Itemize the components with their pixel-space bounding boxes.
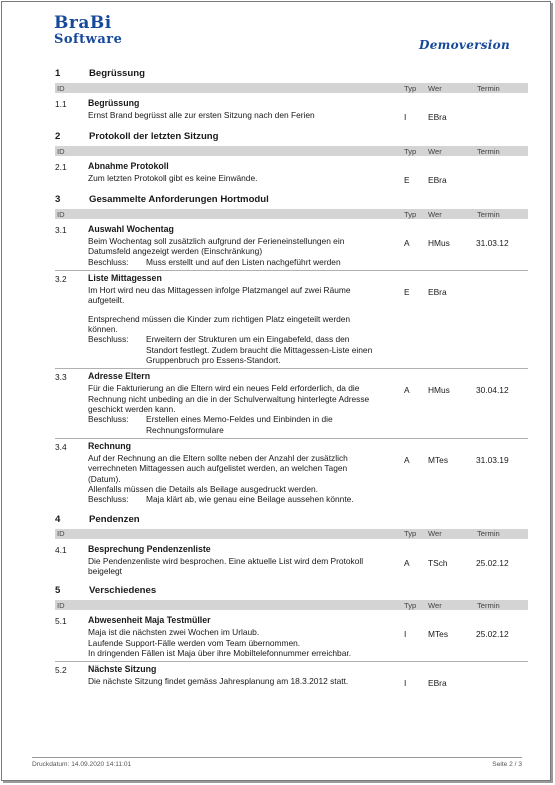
item-wer: EBra — [428, 175, 447, 185]
beschluss-text — [146, 494, 404, 504]
section-heading — [55, 190, 528, 209]
item-beschluss — [88, 257, 404, 267]
item-text-line: beigelegt — [88, 565, 122, 576]
item-text-line: Die Pendenzenliste wird besprochen. Eine aktuelle List wird dem Protokoll — [88, 555, 364, 566]
item-termin: 30.04.12 — [476, 385, 509, 396]
beschluss-label: Beschluss: — [88, 414, 129, 425]
item-body — [88, 161, 404, 185]
item-wer: EBra — [428, 112, 447, 122]
section-number: 2 — [55, 131, 61, 142]
item-title: Besprechung Pendenzenliste — [88, 543, 211, 554]
item-wer: MTes — [428, 629, 449, 640]
page-footer — [32, 757, 522, 768]
item-body — [88, 544, 404, 577]
item-typ: A — [404, 454, 410, 465]
logo-text-bottom: Software — [54, 32, 123, 47]
beschluss-text — [146, 414, 404, 435]
column-header-typ: Typ — [404, 209, 417, 219]
beschluss-text — [146, 257, 404, 267]
item-text-line: Laufende Support-Fälle werden vom Team übernommen. — [88, 637, 301, 648]
item-typ: I — [404, 629, 407, 640]
item-typ: A — [404, 557, 410, 568]
logo-text-top: BraBi — [54, 13, 112, 33]
item-text-line: Für die Fakturierung an die Eltern wird ein neues Feld erforderlich, da die — [88, 383, 360, 394]
agenda-item — [55, 271, 528, 369]
section-title: Begrüssung — [89, 68, 145, 79]
column-header-id: ID — [57, 529, 65, 539]
section-number: 1 — [55, 68, 61, 79]
agenda-item — [55, 662, 528, 691]
item-text-line: In dringenden Fällen ist Maja über ihre Mobiltelefonnummer erreichbar. — [88, 647, 352, 658]
item-body — [88, 664, 404, 688]
item-termin — [476, 273, 528, 365]
item-title: Begrüssung — [88, 98, 140, 108]
beschluss-line: Gruppenbruch pro Essens-Standort. — [146, 354, 281, 365]
item-number: 2.1 — [55, 162, 67, 172]
item-text-line: Rechnung nicht unbeding an die in der Schulverwaltung hinterlegte Adresse — [88, 393, 370, 404]
page-number: Seite 2 / 3 — [492, 761, 522, 768]
item-text — [88, 383, 404, 414]
column-header-bar — [55, 529, 528, 539]
section-title: Gesammelte Anforderungen Hortmodul — [89, 194, 269, 205]
column-header-termin: Termin — [477, 209, 500, 219]
item-typ: E — [404, 286, 410, 297]
beschluss-label: Beschluss: — [88, 256, 129, 267]
item-text-line: Die nächste Sitzung findet gemäss Jahresplanung am 18.3.2012 statt. — [88, 676, 349, 687]
agenda-item — [55, 159, 528, 188]
item-text-line: Ernst Brand begrüsst alle zur ersten Sitzung nach den Ferien — [88, 110, 315, 120]
column-header-wer: Wer — [428, 529, 442, 539]
item-text — [88, 453, 404, 494]
column-header-typ: Typ — [404, 83, 417, 93]
beschluss-line: Muss erstellt und auf den Listen nachgeführt werden — [146, 256, 341, 267]
item-text-line: Datumsfeld angezeigt werden (Einschränkung) — [88, 246, 263, 257]
item-text — [88, 676, 404, 686]
agenda-item — [55, 222, 528, 271]
document-page — [1, 1, 551, 781]
item-title: Nächste Sitzung — [88, 664, 157, 675]
item-typ: E — [404, 175, 410, 185]
column-header-termin: Termin — [477, 146, 500, 156]
column-header-wer: Wer — [428, 209, 442, 219]
beschluss-line: Maja klärt ab, wie genau eine Beilage aussehen könnte. — [146, 494, 354, 505]
item-text — [88, 627, 404, 658]
agenda-section — [55, 581, 528, 691]
item-beschluss — [88, 494, 404, 504]
item-text-line: Im Hort wird neu das Mittagessen infolge Platzmangel auf zwei Räume — [88, 284, 351, 295]
item-body — [88, 441, 404, 505]
item-number: 3.4 — [55, 441, 67, 452]
item-termin: 31.03.19 — [476, 454, 509, 465]
item-text — [88, 110, 404, 120]
agenda-item — [55, 439, 528, 508]
beschluss-text — [146, 334, 404, 365]
column-header-wer: Wer — [428, 600, 442, 610]
item-title: Rechnung — [88, 440, 132, 451]
item-text-line: Beim Wochentag soll zusätzlich aufgrund der Ferieneinstellungen ein — [88, 236, 345, 246]
item-title: Abwesenheit Maja Testmüller — [88, 615, 211, 626]
item-title: Abnahme Protokoll — [88, 161, 169, 171]
column-header-bar — [55, 83, 528, 93]
beschluss-label: Beschluss: — [88, 334, 129, 345]
item-wer: EBra — [428, 678, 447, 689]
beschluss-label: Beschluss: — [88, 494, 129, 505]
brabi-logo — [54, 15, 122, 46]
item-body — [88, 224, 404, 267]
print-date: Druckdatum: 14.09.2020 14:11:01 — [32, 761, 132, 768]
item-body — [88, 371, 404, 435]
item-beschluss — [88, 334, 404, 365]
section-heading — [55, 510, 528, 529]
item-typ: I — [404, 112, 407, 122]
item-text — [88, 236, 404, 257]
item-title: Adresse Eltern — [88, 371, 151, 382]
column-header-typ: Typ — [404, 529, 417, 539]
item-wer: HMus — [428, 238, 450, 248]
item-title: Auswahl Wochentag — [88, 224, 174, 234]
section-heading — [55, 581, 528, 600]
beschluss-line: Standort festlegt. Zudem braucht die Mittagessen-Liste einen — [146, 344, 373, 355]
item-text-line: geschickt werden kann. — [88, 403, 176, 414]
item-number: 3.1 — [55, 225, 67, 235]
column-header-id: ID — [57, 600, 65, 610]
column-header-bar — [55, 146, 528, 156]
item-number: 3.3 — [55, 372, 67, 383]
section-number: 4 — [55, 513, 61, 525]
item-text-line: Allenfalls müssen die Details als Beilage ausgedruckt werden. — [88, 483, 318, 494]
item-number: 5.1 — [55, 616, 67, 627]
column-header-id: ID — [57, 209, 65, 219]
paragraph-gap — [88, 306, 404, 314]
column-header-termin: Termin — [477, 529, 500, 539]
agenda-section — [55, 190, 528, 508]
item-typ: A — [404, 238, 410, 248]
column-header-typ: Typ — [404, 600, 417, 610]
agenda-item — [55, 542, 528, 580]
section-heading — [55, 64, 528, 83]
item-text — [88, 173, 404, 183]
item-text-line: Auf der Rechnung an die Eltern sollte neben der Anzahl der zusätzlich — [88, 452, 348, 463]
column-header-termin: Termin — [477, 600, 500, 610]
beschluss-line: Erstellen eines Memo-Feldes und Einbinden in die — [146, 414, 333, 425]
item-wer: MTes — [428, 454, 449, 465]
beschluss-line: Rechnungsformulare — [146, 424, 224, 435]
item-beschluss — [88, 414, 404, 435]
item-termin: 25.02.12 — [476, 629, 509, 640]
section-number: 3 — [55, 194, 61, 205]
item-body — [88, 98, 404, 122]
item-number: 5.2 — [55, 665, 67, 676]
column-header-wer: Wer — [428, 83, 442, 93]
item-title: Liste Mittagessen — [88, 272, 162, 283]
item-number: 1.1 — [55, 99, 67, 109]
item-text-line: Zum letzten Protokoll gibt es keine Einwände. — [88, 173, 258, 183]
section-title: Pendenzen — [89, 513, 140, 525]
item-text-line: Maja ist die nächsten zwei Wochen im Urlaub. — [88, 627, 260, 638]
item-termin — [476, 664, 528, 688]
column-header-bar — [55, 600, 528, 610]
agenda-section — [55, 127, 528, 188]
column-header-wer: Wer — [428, 146, 442, 156]
agenda-item — [55, 96, 528, 125]
column-header-id: ID — [57, 146, 65, 156]
item-text-line: Entsprechend müssen die Kinder zum richtigen Platz eingeteilt werden — [88, 313, 351, 324]
agenda-section — [55, 510, 528, 580]
section-number: 5 — [55, 585, 61, 597]
item-text — [88, 556, 404, 577]
item-number: 3.2 — [55, 273, 67, 284]
agenda-item — [55, 369, 528, 439]
item-body — [88, 615, 404, 658]
item-termin: 25.02.12 — [476, 557, 509, 568]
item-typ: A — [404, 385, 410, 396]
item-wer: HMus — [428, 385, 450, 396]
item-termin — [476, 161, 528, 185]
beschluss-line: Erweitern der Strukturen um ein Eingabefeld, dass den — [146, 334, 350, 345]
item-wer: EBra — [428, 286, 447, 297]
item-termin: 31.03.12 — [476, 238, 509, 248]
item-text-line: (Datum). — [88, 473, 121, 484]
demo-version-label: Demoversion — [418, 38, 510, 52]
column-header-typ: Typ — [404, 146, 417, 156]
item-number: 4.1 — [55, 544, 67, 555]
item-text-line: können. — [88, 323, 118, 334]
item-termin — [476, 98, 528, 122]
column-header-bar — [55, 209, 528, 219]
agenda-section — [55, 64, 528, 125]
agenda-content — [55, 62, 528, 691]
section-title: Verschiedenes — [89, 585, 157, 597]
column-header-id: ID — [57, 83, 65, 93]
item-body — [88, 273, 404, 365]
section-title: Protokoll der letzten Sitzung — [89, 131, 219, 142]
item-text-line: verrechneten Mittagessen auch aufgelistet werden, an welchen Tagen — [88, 463, 348, 474]
agenda-item — [55, 613, 528, 662]
item-text — [88, 285, 404, 334]
item-wer: TSch — [428, 557, 448, 568]
item-text-line: aufgeteilt. — [88, 295, 125, 306]
column-header-termin: Termin — [477, 83, 500, 93]
section-heading — [55, 127, 528, 146]
item-typ: I — [404, 678, 407, 689]
